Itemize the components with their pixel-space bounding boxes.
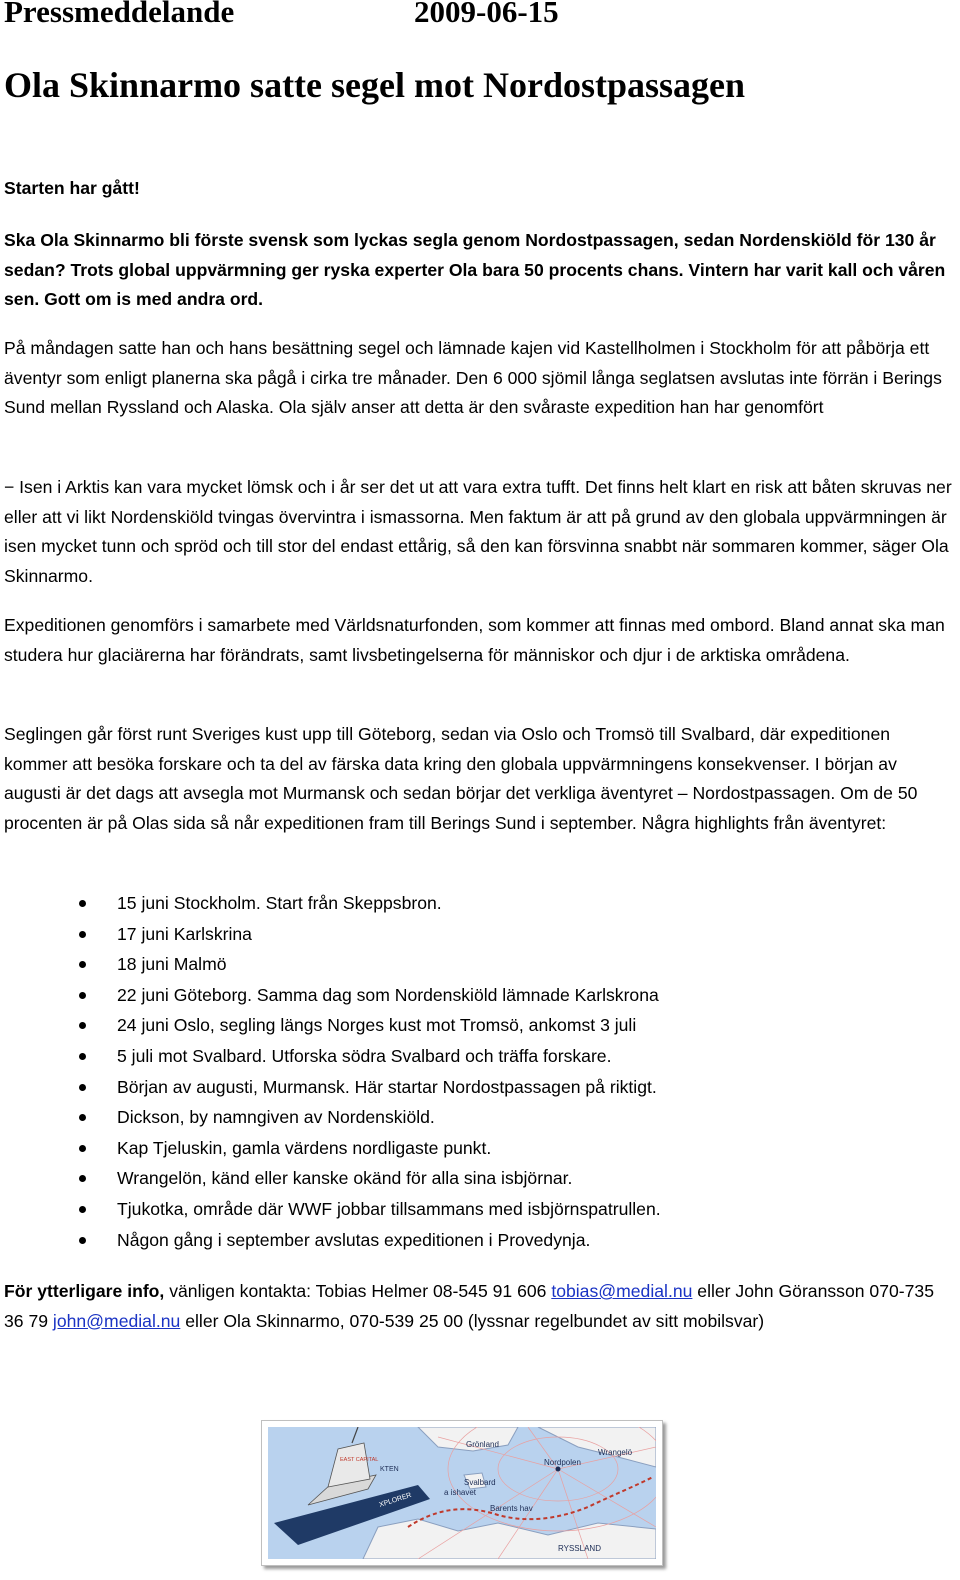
list-item-text: 24 juni Oslo, segling längs Norges kust mot Tromsö, ankomst 3 juli [117,1015,637,1036]
list-item [0,888,661,919]
paragraph: På måndagen satte han och hans besättning segel och lämnade kajen vid Kastellholmen i Stockholm för att påbörja ett äventyr som enligt planerna ska pågå i cirka tre månader. Den 6 000 sjömil långa seglatsen avslutas inte förrän i Berings Sund mellan Ryssland och Alaska. Ola själv anser att detta är den svåraste expedition han har genomfört [4,338,942,418]
lead: Starten har gått! [4,178,140,198]
bullet-icon [79,1145,86,1152]
bullet-icon [79,1022,86,1029]
boat-label-sponsor: EAST CAPITAL [340,1457,379,1463]
contact-text: vänligen kontakta: Tobias Helmer 08-545 91 606 [164,1281,552,1301]
document-type: Pressmeddelande [4,0,235,29]
bullet-icon [79,961,86,968]
list-item [0,980,661,1011]
list-item [0,919,661,950]
map-label-ryssland: RYSSLAND [558,1544,601,1553]
list-item [0,1133,661,1164]
ingress: Ska Ola Skinnarmo bli förste svensk som lyckas segla genom Nordostpassagen, sedan Nordenskiöld för 130 år sedan? Trots global uppvärmning ger ryska experter Ola bara 50 procents chans. Vintern har varit kall och våren sen. Gott om is med andra ord. [4,230,946,310]
list-item-text: Någon gång i september avslutas expeditionen i Provedynja. [117,1229,591,1250]
bullet-icon [79,1206,86,1213]
contact-info [4,1277,954,1336]
list-item-text: 15 juni Stockholm. Start från Skeppsbron. [117,893,442,913]
boat-label-text: KTEN [380,1466,399,1473]
contact-label: För ytterligare info, [4,1281,165,1301]
list-item-text: Tjukotka, område där WWF jobbar tillsammans med isbjörnspatrullen. [117,1198,661,1219]
bullet-icon [79,1084,86,1091]
map-label-svalbard: Svalbard [464,1478,496,1487]
document-header [4,0,944,34]
list-item-text: 17 juni Karlskrina [117,923,252,944]
list-item [0,1010,661,1041]
list-item-text: 22 juni Göteborg. Samma dag som Nordenskiöld lämnade Karlskrona [117,984,659,1005]
bullet-icon [79,1114,86,1121]
list-item [0,1041,661,1072]
list-item [0,1102,661,1133]
bullet-icon [79,1053,86,1060]
paragraph: Expeditionen genomförs i samarbete med Världsnaturfonden, som kommer att finnas med ombord. Bland annat ska man studera hur glaciärerna har förändrats, samt livsbetingelserna för människor och djur i de arktiska områdena. [4,615,945,665]
contact-text: eller Ola Skinnarmo, 070-539 25 00 (lyssnar regelbundet av sitt mobilsvar) [180,1310,765,1331]
expedition-map [268,1427,656,1559]
bullet-icon [79,931,86,938]
list-item [0,949,661,980]
paragraph: Seglingen går först runt Sveriges kust upp till Göteborg, sedan via Oslo och Tromsö till Svalbard, där expeditionen kommer att besöka forskare och ta del av färska data kring den globala uppvärmningens konsekvenser. I början av augusti är det dags att avsegla mot Murmansk och sedan börjar det verkliga äventyret – Nordostpassagen. Om de 50 procenten är på Olas sida så når expeditionen fram till Berings Sund i september. Några highlights från äventyret: [4,724,918,833]
list-item-text: 5 juli mot Svalbard. Utforska södra Svalbard och träffa forskare. [117,1045,612,1066]
headline: Ola Skinnarmo satte segel mot Nordostpassagen [4,65,746,105]
highlights-list [0,888,661,1255]
boat-label-side: XPLORER [378,1491,413,1509]
list-item-text: Dickson, by namngiven av Nordenskiöld. [117,1107,435,1128]
list-item [0,1072,661,1103]
email-link-tobias[interactable]: tobias@medial.nu [551,1281,693,1301]
email-link-john[interactable]: john@medial.nu [52,1310,181,1331]
north-pole-marker [556,1467,561,1472]
list-item [0,1163,661,1194]
list-item [0,1194,661,1225]
list-item-text: Wrangelön, känd eller kanske okänd för alla sina isbjörnar. [117,1168,573,1189]
bullet-icon [79,900,86,907]
list-item [0,1225,661,1256]
list-item-text: Kap Tjeluskin, gamla värdens nordligaste punkt. [117,1137,492,1158]
map-label-nordpolen: Nordpolen [544,1458,581,1467]
contact-text: eller John Göransson 070-735 36 79 [4,1281,934,1331]
bullet-icon [79,1175,86,1182]
map-label-barents: Barents hav [490,1504,533,1513]
bullet-icon [79,1237,86,1244]
map-label-gronland: Grönland [466,1440,499,1449]
release-date: 2009-06-15 [414,0,559,29]
expedition-map-image [261,1420,663,1566]
map-label-wrangelo: Wrangelö [598,1448,633,1457]
bullet-icon [79,992,86,999]
list-item-text: Början av augusti, Murmansk. Här startar Nordostpassagen på riktigt. [117,1076,657,1097]
paragraph: − Isen i Arktis kan vara mycket lömsk och i år ser det ut att vara extra tufft. Det finns helt klart en risk att båten skruvas ner eller att vi likt Nordenskiöld tvingas övervintra i ismassorna. Men faktum är att på grund av den globala uppvärmningen är isen mycket tunn och spröd och till stor del endast ettårig, så den kan försvinna snabbt när sommaren kommer, säger Ola Skinnarmo. [4,477,952,586]
list-item-text: 18 juni Malmö [117,954,227,975]
map-label-ishavet: a ishavet [444,1488,477,1497]
